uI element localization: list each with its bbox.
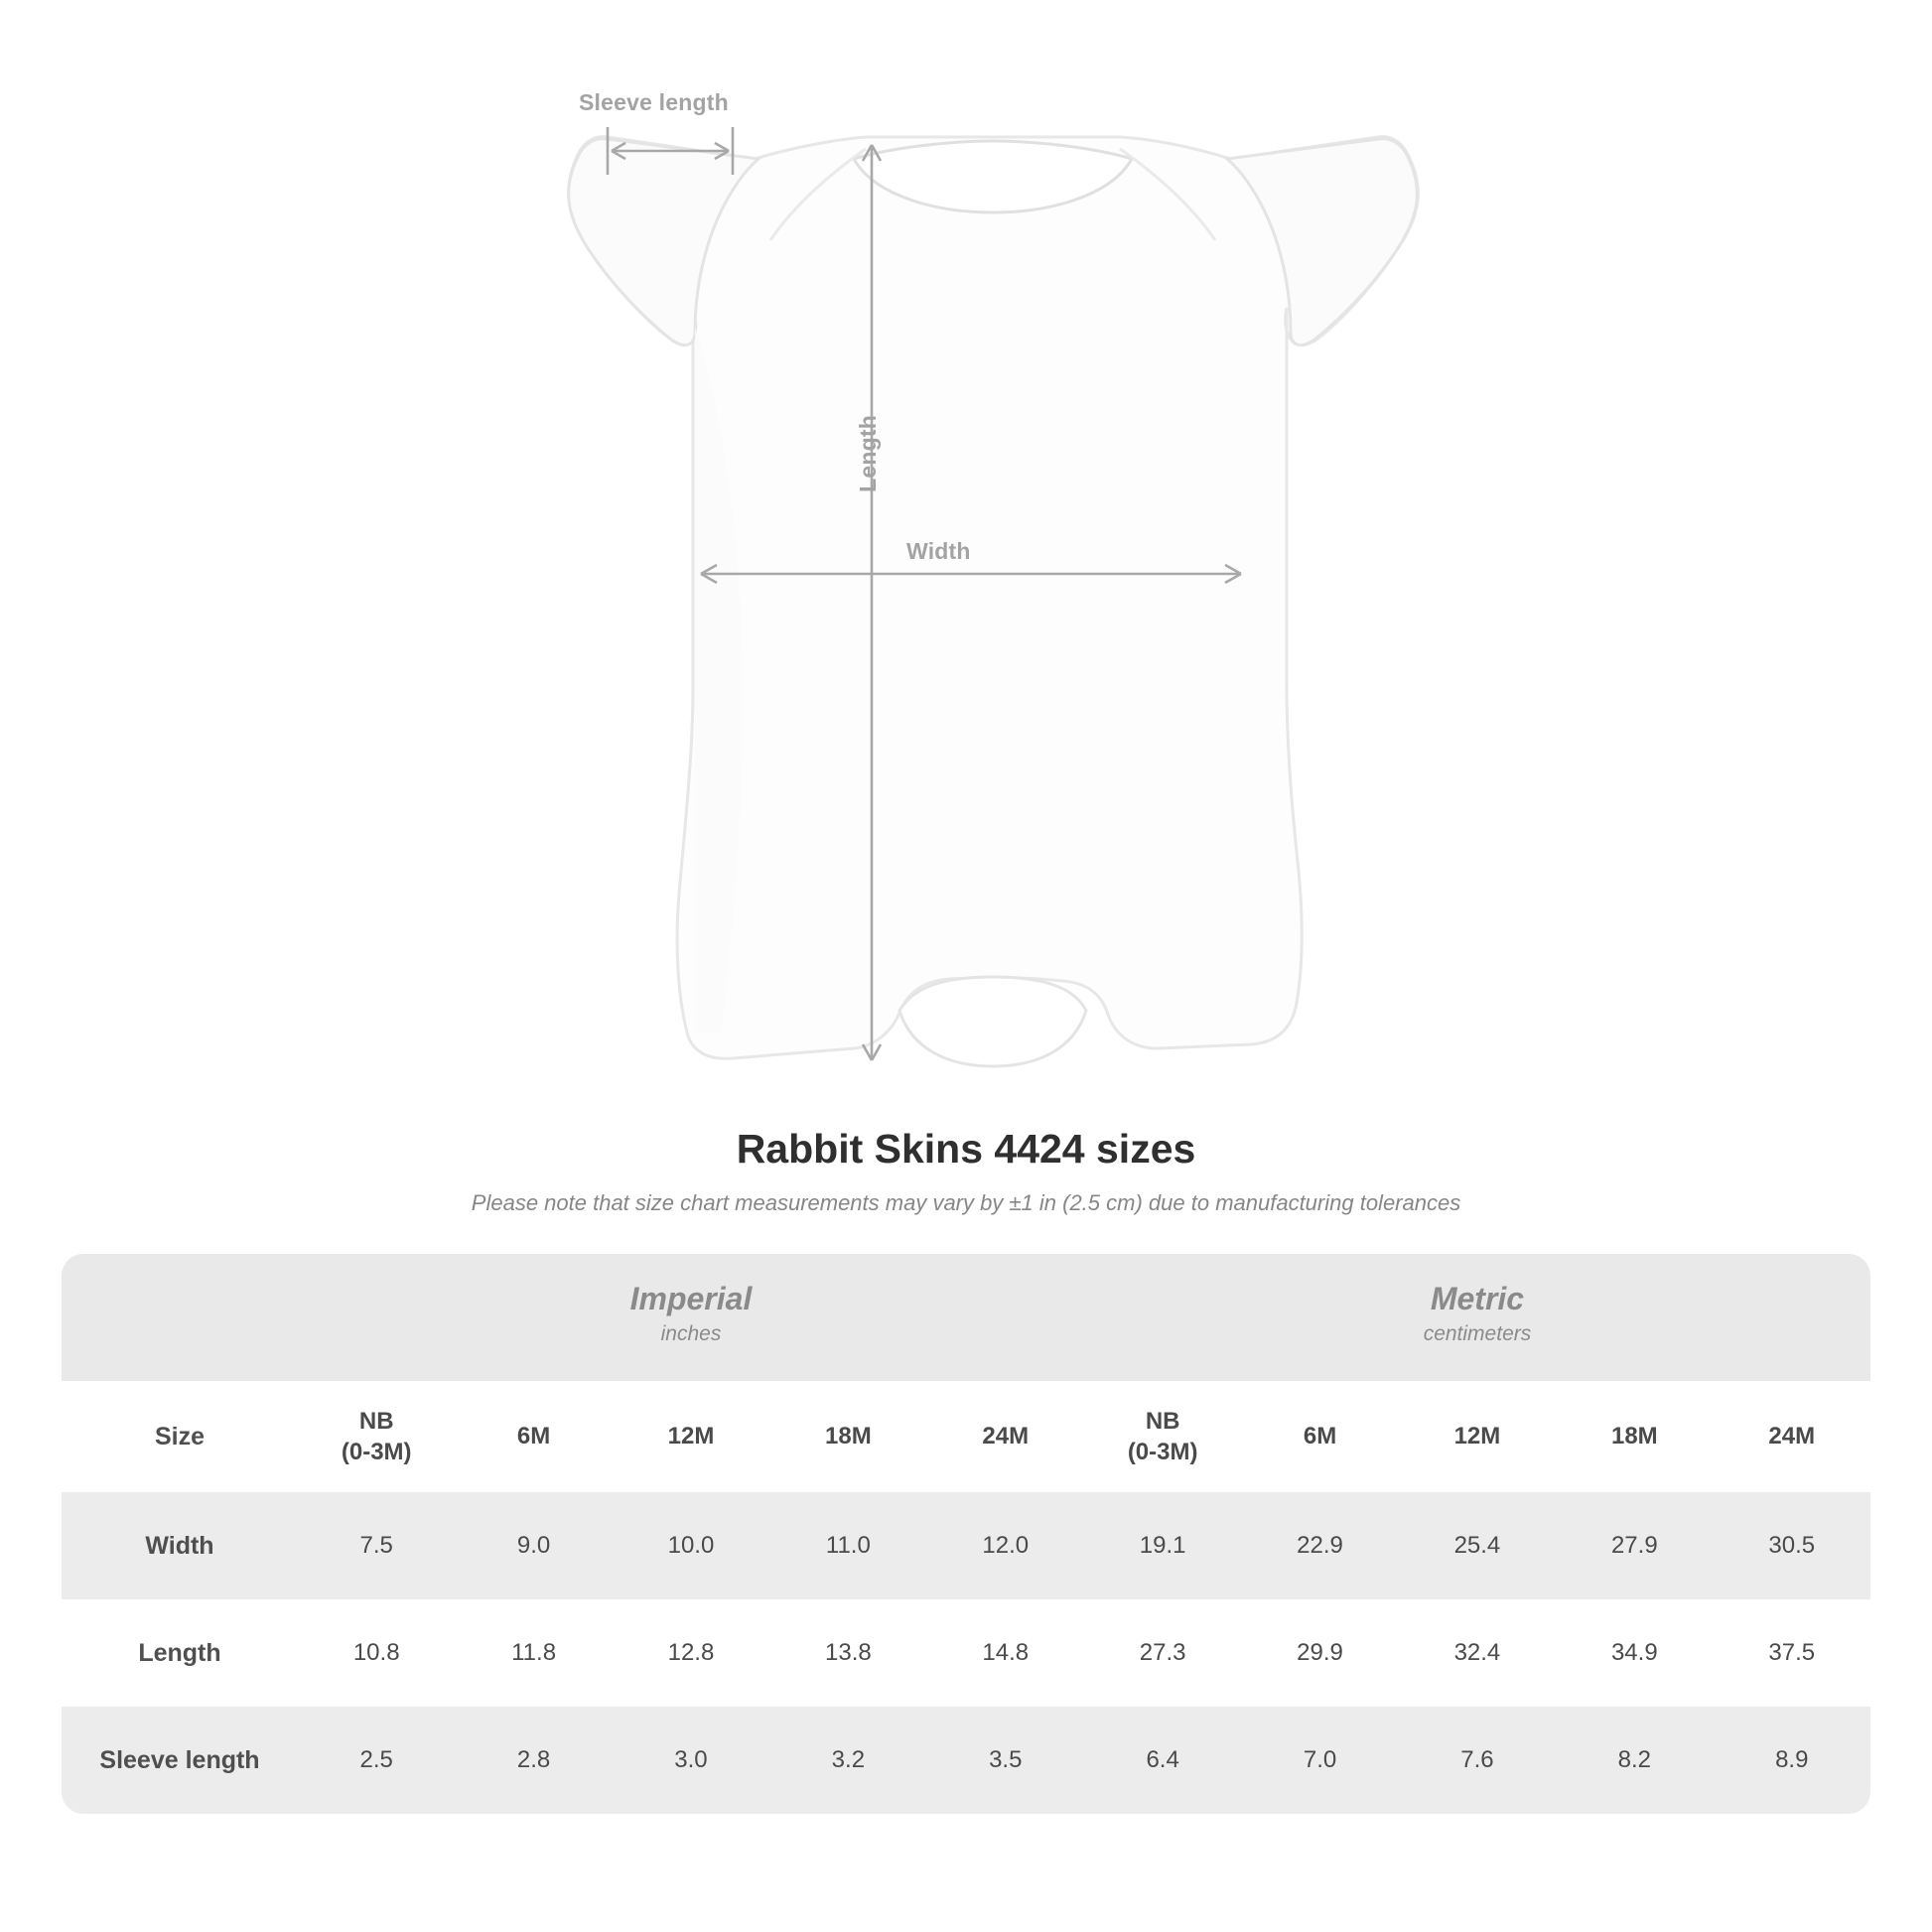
cell-length-3: 13.8: [769, 1599, 926, 1707]
cell-width-1: 9.0: [455, 1492, 612, 1599]
cell-length-2: 12.8: [613, 1599, 769, 1707]
page-title: Rabbit Skins 4424 sizes: [736, 1126, 1196, 1172]
cell-width-5: 19.1: [1084, 1492, 1241, 1599]
cell-width-0: 7.5: [298, 1492, 455, 1599]
cell-width-7: 25.4: [1399, 1492, 1556, 1599]
size-col-nb-imperial: [298, 1381, 455, 1492]
size-table-container: [62, 1254, 1870, 1814]
cell-width-8: 27.9: [1556, 1492, 1713, 1599]
table-row: [62, 1707, 1870, 1814]
tolerance-note: Please note that size chart measurements may vary by ±1 in (2.5 cm) due to manufacturing tolerances: [471, 1190, 1461, 1215]
label-width: Width: [906, 538, 971, 564]
cell-length-9: 37.5: [1714, 1599, 1870, 1707]
cell-sleeve-4: 3.5: [927, 1707, 1084, 1814]
size-col-18m-imperial: 18M: [769, 1381, 926, 1492]
size-table: [62, 1254, 1870, 1814]
size-col-nb-metric: [1084, 1381, 1241, 1492]
unit-header-imperial: [298, 1254, 1084, 1381]
unit-name-imperial: Imperial: [629, 1281, 753, 1317]
cell-sleeve-2: 3.0: [613, 1707, 769, 1814]
size-label-line2: (0-3M): [341, 1439, 412, 1465]
cell-sleeve-5: 6.4: [1084, 1707, 1241, 1814]
cell-length-1: 11.8: [455, 1599, 612, 1707]
unit-header-row: [62, 1254, 1870, 1381]
cell-sleeve-6: 7.0: [1241, 1707, 1398, 1814]
cell-length-0: 10.8: [298, 1599, 455, 1707]
size-label-line1: NB: [358, 1407, 394, 1435]
size-col-24m-imperial: 24M: [927, 1381, 1084, 1492]
size-col-24m-metric: 24M: [1714, 1381, 1870, 1492]
size-col-12m-imperial: 12M: [613, 1381, 769, 1492]
cell-width-4: 12.0: [927, 1492, 1084, 1599]
row-label-width: Width: [62, 1492, 298, 1599]
cell-length-5: 27.3: [1084, 1599, 1241, 1707]
size-header-row: [62, 1381, 1870, 1492]
cell-sleeve-1: 2.8: [455, 1707, 612, 1814]
cell-sleeve-3: 3.2: [769, 1707, 926, 1814]
label-sleeve-length: Sleeve length: [579, 89, 729, 115]
size-label-line1: NB: [1145, 1407, 1180, 1435]
title-block: [0, 1126, 1932, 1216]
unit-header-metric: [1084, 1254, 1870, 1381]
cell-sleeve-9: 8.9: [1714, 1707, 1870, 1814]
row-label-length: Length: [62, 1599, 298, 1707]
cell-width-9: 30.5: [1714, 1492, 1870, 1599]
cell-width-3: 11.0: [769, 1492, 926, 1599]
size-col-6m-imperial: 6M: [455, 1381, 612, 1492]
size-col-12m-metric: 12M: [1399, 1381, 1556, 1492]
unit-sub-imperial: inches: [660, 1322, 722, 1346]
cell-sleeve-0: 2.5: [298, 1707, 455, 1814]
size-col-18m-metric: 18M: [1556, 1381, 1713, 1492]
cell-sleeve-7: 7.6: [1399, 1707, 1556, 1814]
size-label-line2: (0-3M): [1127, 1439, 1198, 1465]
table-row: [62, 1599, 1870, 1707]
table-row: [62, 1492, 1870, 1599]
cell-sleeve-8: 8.2: [1556, 1707, 1713, 1814]
unit-header-spacer: [62, 1254, 298, 1381]
cell-length-4: 14.8: [927, 1599, 1084, 1707]
cell-length-8: 34.9: [1556, 1599, 1713, 1707]
size-row-label: Size: [62, 1381, 298, 1492]
cell-length-7: 32.4: [1399, 1599, 1556, 1707]
unit-name-metric: Metric: [1430, 1281, 1525, 1317]
unit-sub-metric: centimeters: [1423, 1322, 1532, 1346]
bodysuit-shape: [569, 137, 1419, 1066]
size-col-6m-metric: 6M: [1241, 1381, 1398, 1492]
cell-width-2: 10.0: [613, 1492, 769, 1599]
cell-length-6: 29.9: [1241, 1599, 1398, 1707]
cell-width-6: 22.9: [1241, 1492, 1398, 1599]
row-label-sleeve-length: Sleeve length: [62, 1707, 298, 1814]
label-length: Length: [855, 415, 881, 492]
